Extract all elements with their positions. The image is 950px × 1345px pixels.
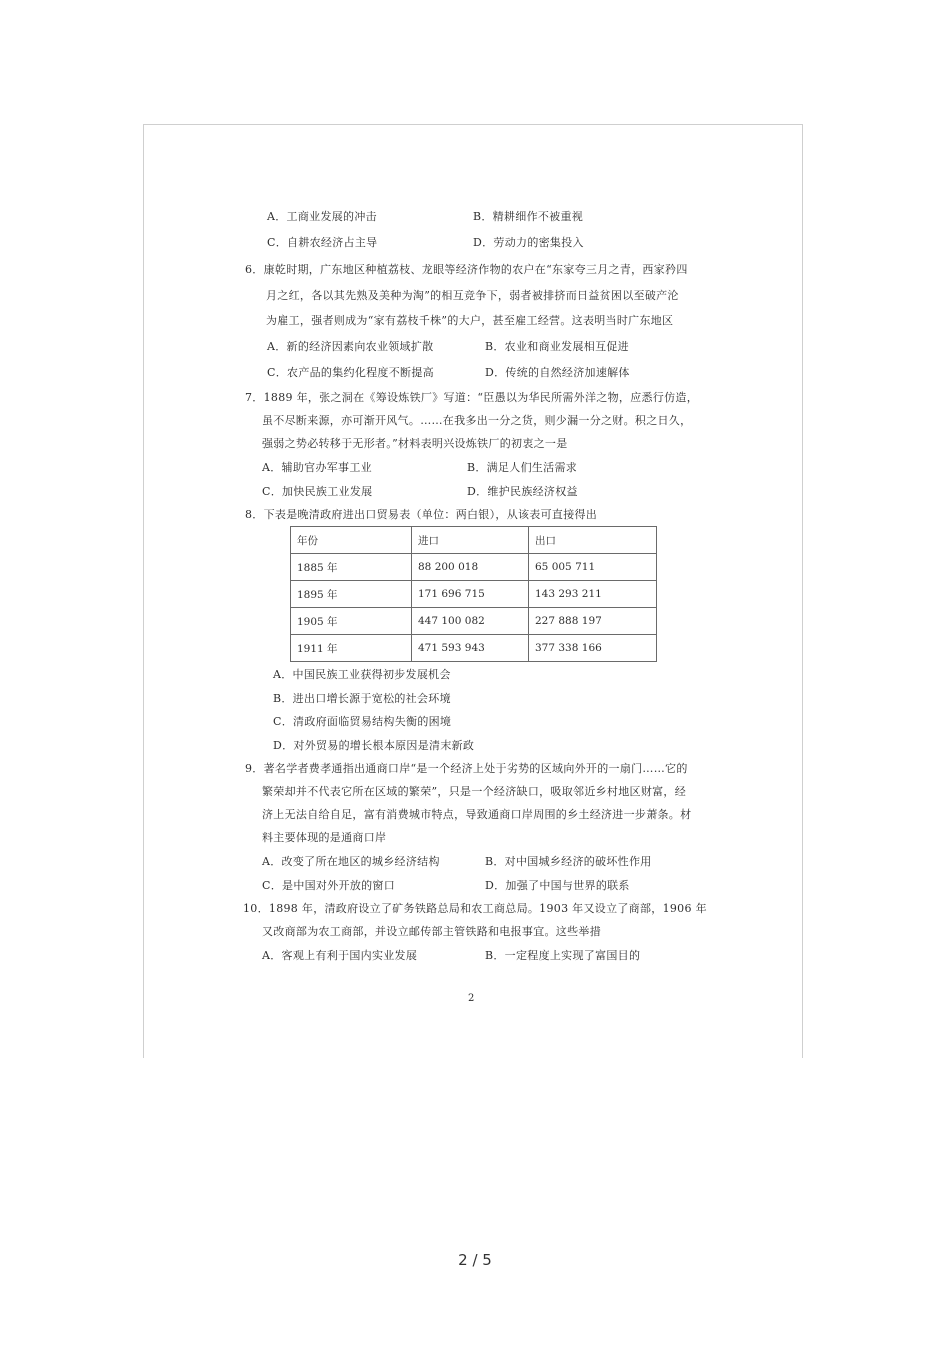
q9-option-b: B．对中国城乡经济的破坏性作用 xyxy=(485,855,652,868)
q5-option-c: C．自耕农经济占主导 xyxy=(267,236,378,249)
q8-option-a: A．中国民族工业获得初步发展机会 xyxy=(273,668,451,681)
table-cell-import: 88 200 018 xyxy=(412,554,529,581)
table-header-row xyxy=(291,527,657,554)
q6-stem-line-3: 为雇工，强者则成为“家有荔枝千株”的大户，甚至雇工经营。这表明当时广东地区 xyxy=(266,314,674,327)
table-cell-import: 171 696 715 xyxy=(412,581,529,608)
q5-option-d: D．劳动力的密集投入 xyxy=(473,236,584,249)
table-cell-year: 1895 年 xyxy=(291,581,412,608)
q6-option-c: C．农产品的集约化程度不断提高 xyxy=(267,366,434,379)
table-row xyxy=(291,608,657,635)
table-cell-year: 1911 年 xyxy=(291,635,412,662)
q7-stem-line-2: 虽不尽断来源，亦可渐开风气。……在我多出一分之货，则少漏一分之财。积之日久， xyxy=(262,414,692,427)
q8-stem: 8．下表是晚清政府进出口贸易表（单位：两白银），从该表可直接得出 xyxy=(245,508,598,521)
table-row xyxy=(291,635,657,662)
page-indicator: 2 / 5 xyxy=(458,1251,492,1269)
q10-option-b: B．一定程度上实现了富国目的 xyxy=(485,949,641,962)
q10-stem-line-1: 10．1898 年，清政府设立了矿务铁路总局和农工商总局。1903 年又设立了商部，1906 年 xyxy=(243,902,707,915)
q5-option-a: A．工商业发展的冲击 xyxy=(267,210,377,223)
q9-stem-line-2: 繁荣却并不代表它所在区域的繁荣”，只是一个经济缺口，吸取邻近乡村地区财富，经 xyxy=(262,785,687,798)
table-row xyxy=(291,554,657,581)
q7-option-a: A．辅助官办军事工业 xyxy=(262,461,372,474)
q8-option-d: D．对外贸易的增长根本原因是清末新政 xyxy=(273,739,475,752)
q7-option-c: C．加快民族工业发展 xyxy=(262,485,373,498)
q6-option-b: B．农业和商业发展相互促进 xyxy=(485,340,629,353)
table-cell-export: 65 005 711 xyxy=(529,554,657,581)
table-cell-export: 143 293 211 xyxy=(529,581,657,608)
q9-stem-line-4: 料主要体现的是通商口岸 xyxy=(262,831,387,844)
q7-stem-line-3: 强弱之势必转移于无形者。”材料表明兴设炼铁厂的初衷之一是 xyxy=(262,437,568,450)
q9-option-d: D．加强了中国与世界的联系 xyxy=(485,879,630,892)
q9-option-a: A．改变了所在地区的城乡经济结构 xyxy=(262,855,440,868)
table-cell-year: 1905 年 xyxy=(291,608,412,635)
q7-option-b: B．满足人们生活需求 xyxy=(467,461,578,474)
q7-stem-line-1: 7．1889 年，张之洞在《筹设炼铁厂》写道：“臣愚以为华民所需外洋之物，应悉行仿造， xyxy=(245,391,699,404)
page-number: 2 xyxy=(468,993,475,1004)
table-header-import: 进口 xyxy=(412,527,529,554)
q6-stem-line-1: 6．康乾时期，广东地区种植荔枝、龙眼等经济作物的农户在“东家夸三月之青，西家矜四 xyxy=(245,263,688,276)
q10-stem-line-2: 又改商部为农工商部，并设立邮传部主管铁路和电报事宜。这些举措 xyxy=(262,925,601,938)
table-header-year: 年份 xyxy=(291,527,412,554)
q8-option-b: B．进出口增长源于宽松的社会环境 xyxy=(273,692,451,705)
q6-option-d: D．传统的自然经济加速解体 xyxy=(485,366,630,379)
q9-option-c: C．是中国对外开放的窗口 xyxy=(262,879,396,892)
table-cell-export: 377 338 166 xyxy=(529,635,657,662)
q5-option-b: B．精耕细作不被重视 xyxy=(473,210,584,223)
table-cell-export: 227 888 197 xyxy=(529,608,657,635)
table-cell-year: 1885 年 xyxy=(291,554,412,581)
q6-option-a: A．新的经济因素向农业领域扩散 xyxy=(267,340,434,353)
q10-option-a: A．客观上有利于国内实业发展 xyxy=(262,949,418,962)
table-header-export: 出口 xyxy=(529,527,657,554)
q8-option-c: C．清政府面临贸易结构失衡的困境 xyxy=(273,715,452,728)
q9-stem-line-1: 9．著名学者费孝通指出通商口岸“是一个经济上处于劣势的区域向外开的一扇门……它的 xyxy=(245,762,688,775)
q6-stem-line-2: 月之红，各以其先熟及美种为淘”的相互竞争下，弱者被排挤而日益贫困以至破产沦 xyxy=(266,289,679,302)
table-cell-import: 447 100 082 xyxy=(412,608,529,635)
table-row xyxy=(291,581,657,608)
trade-table xyxy=(290,526,657,662)
table-cell-import: 471 593 943 xyxy=(412,635,529,662)
q9-stem-line-3: 济上无法自给自足，富有消费城市特点，导致通商口岸周围的乡土经济进一步萧条。材 xyxy=(262,808,692,821)
q7-option-d: D．维护民族经济权益 xyxy=(467,485,578,498)
